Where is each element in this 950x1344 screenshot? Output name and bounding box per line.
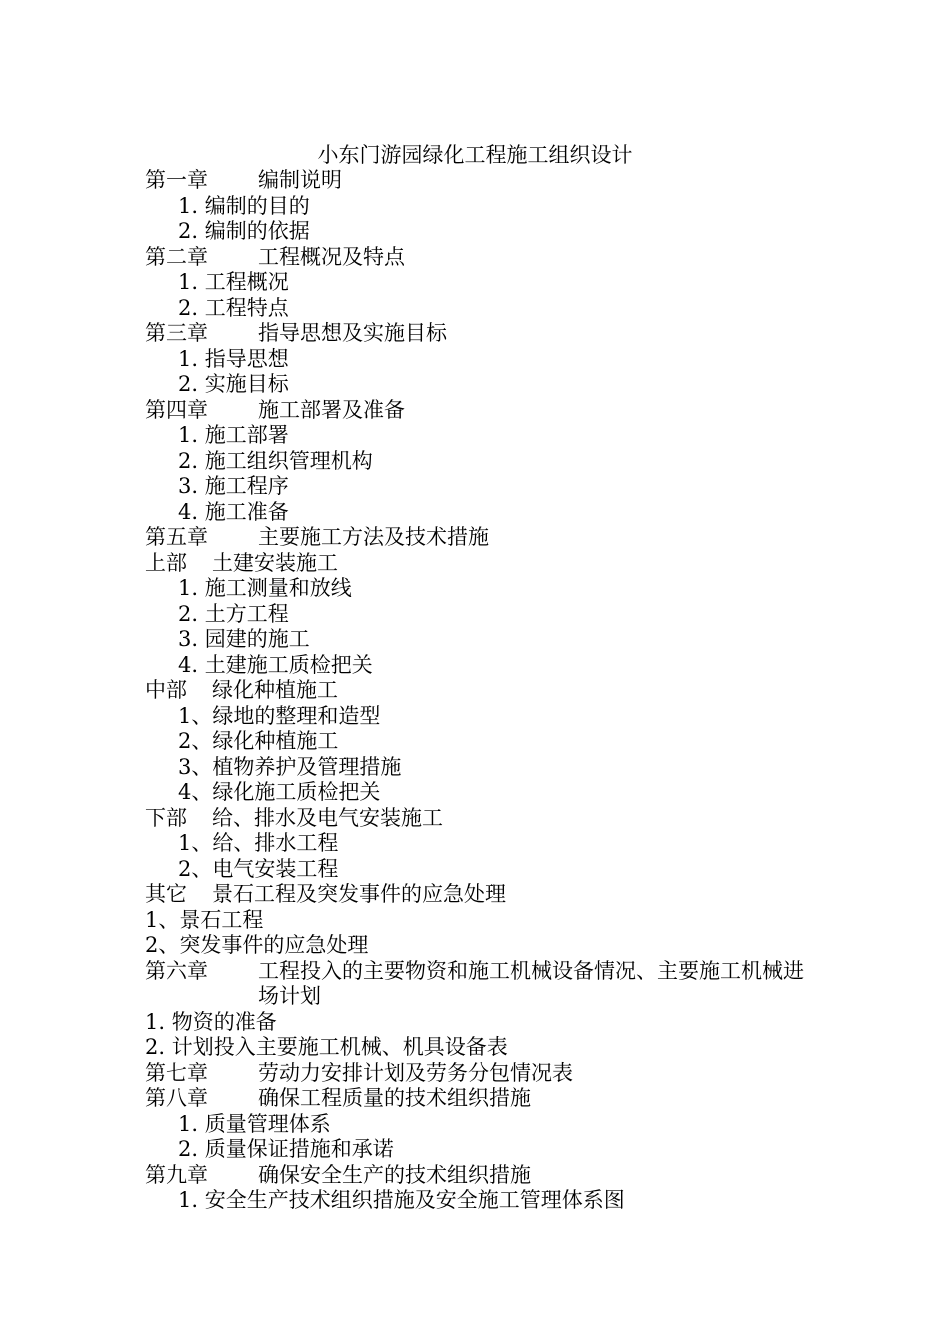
toc-item-text: 2. 施工组织管理机构 (178, 448, 373, 473)
toc-item (145, 602, 825, 628)
toc-item (145, 1188, 825, 1214)
chapter-number: 第三章 (145, 321, 208, 345)
part-label: 其它 (145, 882, 187, 906)
toc-item (145, 1137, 825, 1163)
toc-item-text: 1、景石工程 (145, 907, 264, 932)
document-title: 小东门游园绿化工程施工组织设计 (317, 143, 633, 167)
toc-chapter (145, 525, 825, 551)
toc-item (145, 627, 825, 653)
chapter-title: 确保工程质量的技术组织措施 (258, 1086, 531, 1110)
chapter-number: 第四章 (145, 397, 208, 422)
toc-item-text: 2. 计划投入主要施工机械、机具设备表 (145, 1035, 508, 1059)
table-of-contents (145, 168, 825, 1214)
toc-chapter (145, 245, 825, 271)
part-title: 土建安装施工 (212, 550, 338, 575)
chapter-number: 第九章 (145, 1162, 208, 1187)
toc-item-text: 2. 质量保证措施和承诺 (178, 1137, 394, 1161)
toc-item-text: 1. 编制的目的 (178, 193, 310, 218)
toc-plain-item (145, 1010, 825, 1036)
toc-item-text: 1. 施工测量和放线 (178, 576, 352, 600)
toc-item-text: 2. 实施目标 (178, 372, 289, 396)
toc-item (145, 372, 825, 398)
toc-item-text: 2、突发事件的应急处理 (145, 933, 369, 957)
toc-plain-item (145, 933, 825, 959)
chapter-number: 第六章 (145, 958, 208, 983)
toc-item (145, 653, 825, 679)
toc-item (145, 576, 825, 602)
chapter-title: 确保安全生产的技术组织措施 (258, 1162, 531, 1187)
toc-plain-item (145, 908, 825, 934)
toc-item-text: 1. 工程概况 (178, 270, 289, 294)
toc-item (145, 219, 825, 245)
toc-chapter (145, 959, 825, 1010)
part-title: 给、排水及电气安装施工 (212, 805, 443, 830)
chapter-number: 第一章 (145, 168, 208, 192)
toc-item (145, 755, 825, 781)
toc-item (145, 704, 825, 730)
toc-item (145, 474, 825, 500)
toc-item-text: 1、绿地的整理和造型 (178, 703, 381, 728)
chapter-number: 第五章 (145, 525, 208, 549)
toc-item (145, 729, 825, 755)
part-label: 上部 (145, 550, 187, 575)
chapter-title: 工程概况及特点 (258, 244, 405, 269)
toc-item (145, 500, 825, 526)
toc-chapter (145, 398, 825, 424)
toc-chapter (145, 1086, 825, 1112)
toc-item-text: 1. 指导思想 (178, 346, 289, 371)
toc-item-text: 1. 物资的准备 (145, 1009, 277, 1034)
chapter-number: 第八章 (145, 1086, 208, 1110)
toc-item-text: 1. 施工部署 (178, 423, 289, 447)
chapter-number: 第二章 (145, 244, 208, 269)
chapter-title: 施工部署及准备 (258, 397, 405, 422)
toc-item-text: 3. 园建的施工 (178, 627, 310, 651)
toc-item-text: 4、绿化施工质检把关 (178, 780, 381, 804)
chapter-number: 第七章 (145, 1060, 208, 1085)
toc-item-text: 1. 质量管理体系 (178, 1111, 331, 1136)
toc-item-text: 2、电气安装工程 (178, 856, 339, 881)
toc-item-text: 3. 施工程序 (178, 474, 289, 498)
toc-chapter (145, 1061, 825, 1087)
toc-item-text: 4. 土建施工质检把关 (178, 652, 373, 677)
toc-part (145, 882, 825, 908)
toc-plain-item (145, 1035, 825, 1061)
part-title: 绿化种植施工 (212, 678, 338, 702)
toc-item (145, 780, 825, 806)
chapter-title: 主要施工方法及技术措施 (258, 525, 489, 549)
toc-item-text: 2. 编制的依据 (178, 219, 310, 243)
toc-item (145, 857, 825, 883)
toc-item-text: 2、绿化种植施工 (178, 729, 339, 753)
toc-item (145, 449, 825, 475)
chapter-title: 劳动力安排计划及劳务分包情况表 (258, 1060, 573, 1085)
toc-item (145, 347, 825, 373)
toc-chapter (145, 321, 825, 347)
toc-item-text: 1、给、排水工程 (178, 831, 339, 855)
toc-item-text: 4. 施工准备 (178, 499, 289, 524)
chapter-title: 编制说明 (258, 168, 342, 192)
toc-item (145, 296, 825, 322)
part-label: 中部 (145, 678, 187, 702)
toc-item (145, 270, 825, 296)
part-label: 下部 (145, 805, 187, 830)
toc-item (145, 194, 825, 220)
chapter-title: 工程投入的主要物资和施工机械设备情况、主要施工机械进场计划 (258, 958, 804, 1008)
toc-chapter (145, 168, 825, 194)
toc-item-text: 3、植物养护及管理措施 (178, 754, 402, 779)
toc-item (145, 1112, 825, 1138)
toc-item-text: 2. 工程特点 (178, 295, 289, 320)
toc-part (145, 678, 825, 704)
toc-part (145, 806, 825, 832)
toc-item (145, 423, 825, 449)
toc-part (145, 551, 825, 577)
chapter-title: 指导思想及实施目标 (258, 321, 447, 345)
toc-item-text: 2. 土方工程 (178, 601, 289, 626)
toc-item-text: 1. 安全生产技术组织措施及安全施工管理体系图 (178, 1188, 625, 1212)
part-title: 景石工程及突发事件的应急处理 (212, 882, 506, 906)
toc-item (145, 831, 825, 857)
toc-chapter (145, 1163, 825, 1189)
